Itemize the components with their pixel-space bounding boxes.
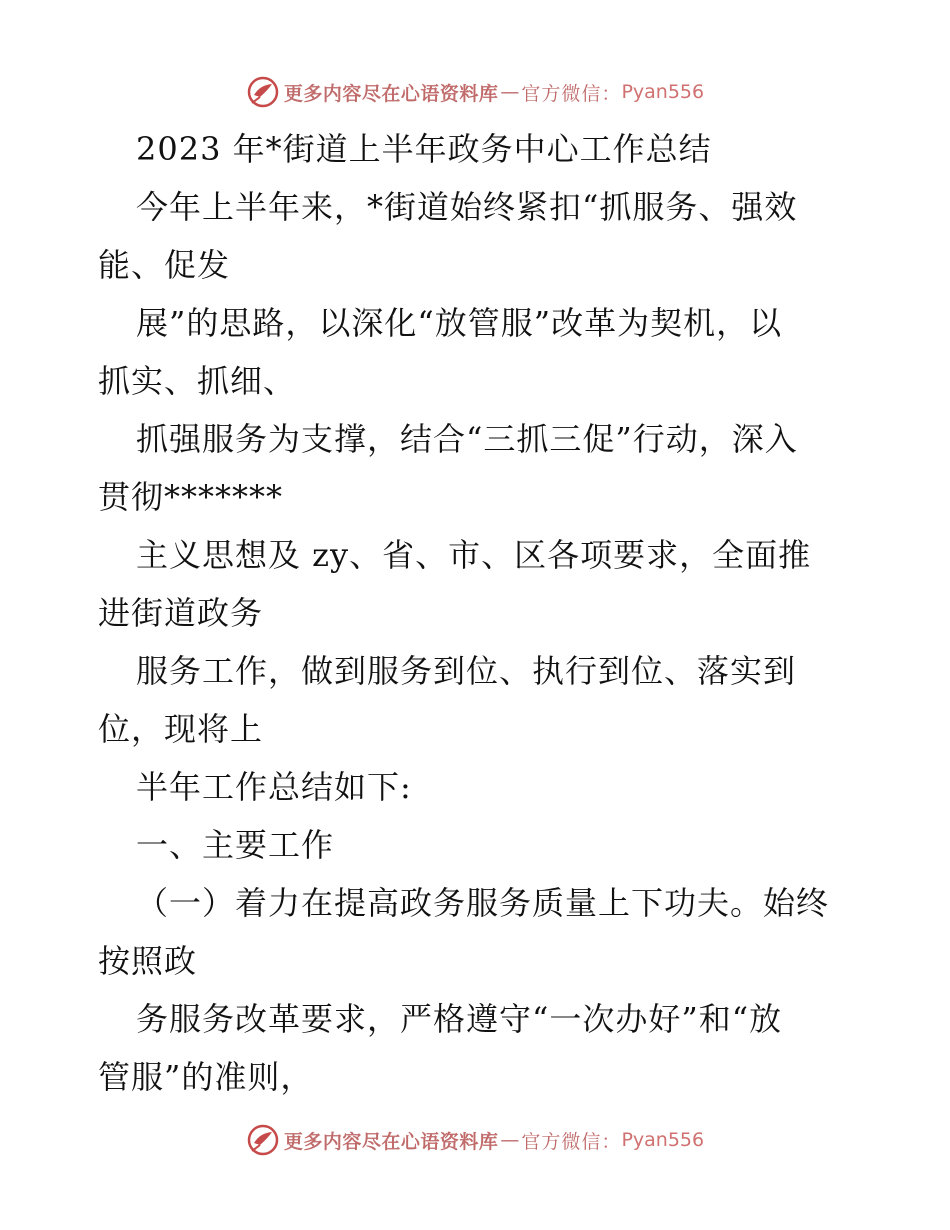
text-line: 展”的思路，以深化“放管服”改革为契机，以: [136, 304, 783, 342]
pen-logo-icon: [246, 1123, 280, 1157]
text-line: 进街道政务: [98, 594, 264, 632]
text-line: 能、促发: [98, 246, 231, 284]
text-line: 贯彻*******: [98, 478, 284, 516]
text-line: 务服务改革要求，严格遵守“一次办好”和“放: [136, 1000, 783, 1038]
banner-prefix: 更多内容尽在心语资料库: [283, 1130, 499, 1153]
banner-separator: —: [500, 81, 520, 103]
banner-suffix: 官方微信：: [521, 82, 622, 105]
document-body: [98, 120, 868, 1106]
text-line: 位，现将上: [98, 710, 264, 748]
text-line: 按照政: [98, 942, 198, 980]
banner-wechat-id: Pyan556: [621, 1129, 705, 1151]
text-line: 抓强服务为支撑，结合“三抓三促”行动，深入: [136, 420, 798, 458]
text-line: 一、主要工作: [136, 826, 335, 864]
text-line: 管服”的准则，: [98, 1058, 314, 1096]
banner-wechat-id: Pyan556: [621, 81, 705, 103]
text-line: （一）着力在提高政务服务质量上下功夫。始终: [136, 884, 830, 922]
text-line: 抓实、抓细、: [98, 362, 297, 400]
text-line: 服务工作，做到服务到位、执行到位、落实到: [136, 652, 797, 690]
banner-separator: —: [500, 1129, 520, 1151]
text-line: 主义思想及 zy、省、市、区各项要求，全面推: [136, 536, 812, 574]
text-line: 今年上半年来，*街道始终紧扣“抓服务、强效: [136, 188, 798, 226]
header-watermark: [0, 72, 950, 112]
banner-suffix: 官方微信：: [521, 1130, 622, 1153]
text-line: 2023 年*街道上半年政务中心工作总结: [136, 130, 712, 168]
footer-watermark: [0, 1120, 950, 1160]
banner-prefix: 更多内容尽在心语资料库: [283, 82, 499, 105]
pen-logo-icon: [246, 75, 280, 109]
text-line: 半年工作总结如下:: [136, 768, 412, 806]
